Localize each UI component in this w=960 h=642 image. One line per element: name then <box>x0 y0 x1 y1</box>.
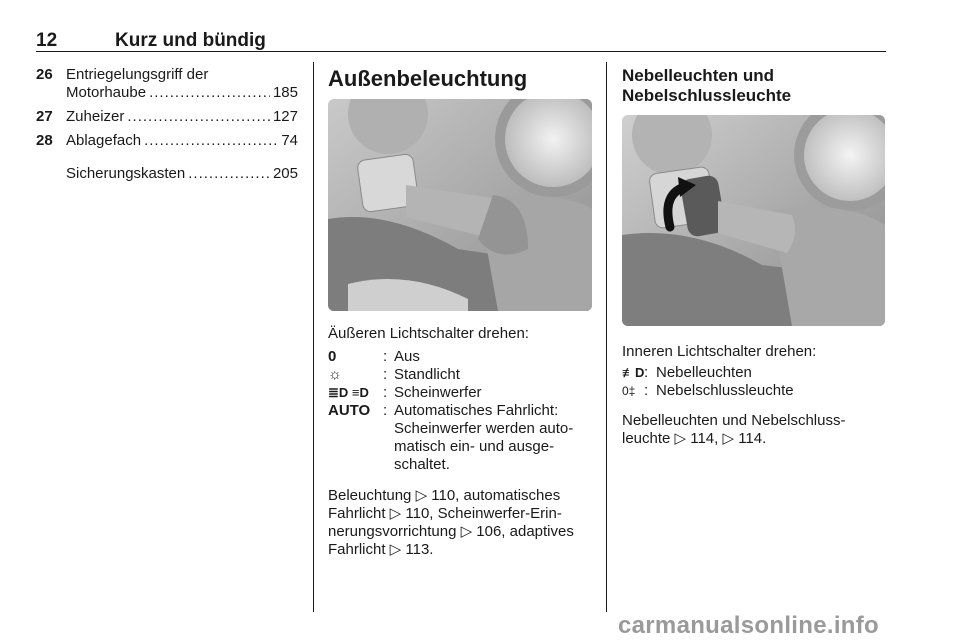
toc-item[interactable] <box>36 165 298 183</box>
toc-page: 127 <box>272 108 298 125</box>
toc-label: Zuheizer <box>66 108 125 125</box>
page-number: 12 <box>36 30 58 51</box>
fog-light-switch-illustration <box>622 115 885 326</box>
watermark: carmanualsonline.info <box>618 612 880 639</box>
toc-leader <box>127 108 270 126</box>
headlight-icon: ≣D ≡D <box>328 385 369 400</box>
legend-text: Automatisches Fahrlicht: <box>394 402 559 419</box>
toc-label: Ablagefach <box>66 132 142 149</box>
column-divider-2 <box>606 62 607 612</box>
legend-item-auto: AUTO : Automatisches Fahrlicht: <box>328 402 559 419</box>
toc-number: 27 <box>36 108 53 125</box>
legend-text: Standlicht <box>394 366 460 383</box>
toc-item[interactable] <box>36 132 298 150</box>
fog-light-icon: ≢D <box>622 365 645 380</box>
off-symbol-icon: 0 <box>328 348 337 365</box>
legend-item-headlights: ≣D ≡D : Scheinwerfer <box>328 384 482 401</box>
page-title: Kurz und bündig <box>115 30 266 51</box>
exterior-paragraph: Beleuchtung ▷ 110, automatisches Fahrlicht ▷ 110, Scheinwerfer-Erin- nerungsvorrichtung ▷ 106, adaptives Fahrlicht ▷ 113. <box>328 487 574 558</box>
legend-text: Nebelschlussleuchte <box>656 382 794 399</box>
legend-text: Scheinwerfer <box>394 384 482 401</box>
legend-text: Nebelleuchten <box>656 364 752 381</box>
toc-leader <box>188 165 270 183</box>
rear-fog-light-icon: 0‡ <box>622 384 636 398</box>
auto-symbol-icon: AUTO <box>328 402 371 419</box>
toc-label: Motorhaube <box>66 84 147 101</box>
fog-switch-image <box>622 115 885 326</box>
legend-text: Aus <box>394 348 420 365</box>
legend-item-rear-fog-light: 0‡ : Nebelschlussleuchte <box>622 382 794 399</box>
toc-label: Sicherungskasten <box>66 165 186 182</box>
exterior-instruction: Äußeren Lichtschalter drehen: <box>328 325 529 342</box>
exterior-light-switch-illustration <box>328 99 592 311</box>
toc-leader <box>149 84 270 102</box>
toc-item-continuation[interactable] <box>36 84 298 102</box>
legend-item-parking-light: ☼ : Standlicht <box>328 366 460 383</box>
toc-item[interactable] <box>36 66 298 84</box>
parking-light-icon: ☼ <box>328 366 342 383</box>
exterior-heading: Außenbeleuchtung <box>328 66 528 91</box>
toc-number: 28 <box>36 132 53 149</box>
fog-text <box>622 343 892 448</box>
toc-page: 205 <box>272 165 298 182</box>
legend-item-off: 0 : Aus <box>328 348 420 365</box>
toc-number: 26 <box>36 66 53 83</box>
fog-paragraph: Nebelleuchten und Nebelschluss- leuchte ▷ 114, ▷ 114. <box>622 412 846 447</box>
exterior-text <box>328 325 598 559</box>
legend-item-fog-light: ≢D : Nebelleuchten <box>622 364 752 381</box>
fog-heading: Nebelleuchten und Nebelschlussleuchte <box>622 66 792 105</box>
header-rule <box>36 51 886 52</box>
toc-page: 74 <box>281 132 298 149</box>
light-switch-image <box>328 99 592 311</box>
column-divider-1 <box>313 62 314 612</box>
legend-auto-continuation: Scheinwerfer werden auto- matisch ein- und ausge- schaltet. <box>394 420 574 473</box>
toc-list <box>36 66 298 183</box>
toc-item[interactable] <box>36 108 298 126</box>
toc-label: Entriegelungsgriff der <box>66 66 209 83</box>
toc-page: 185 <box>272 84 298 101</box>
toc-leader <box>144 132 278 150</box>
fog-instruction: Inneren Lichtschalter drehen: <box>622 343 817 360</box>
